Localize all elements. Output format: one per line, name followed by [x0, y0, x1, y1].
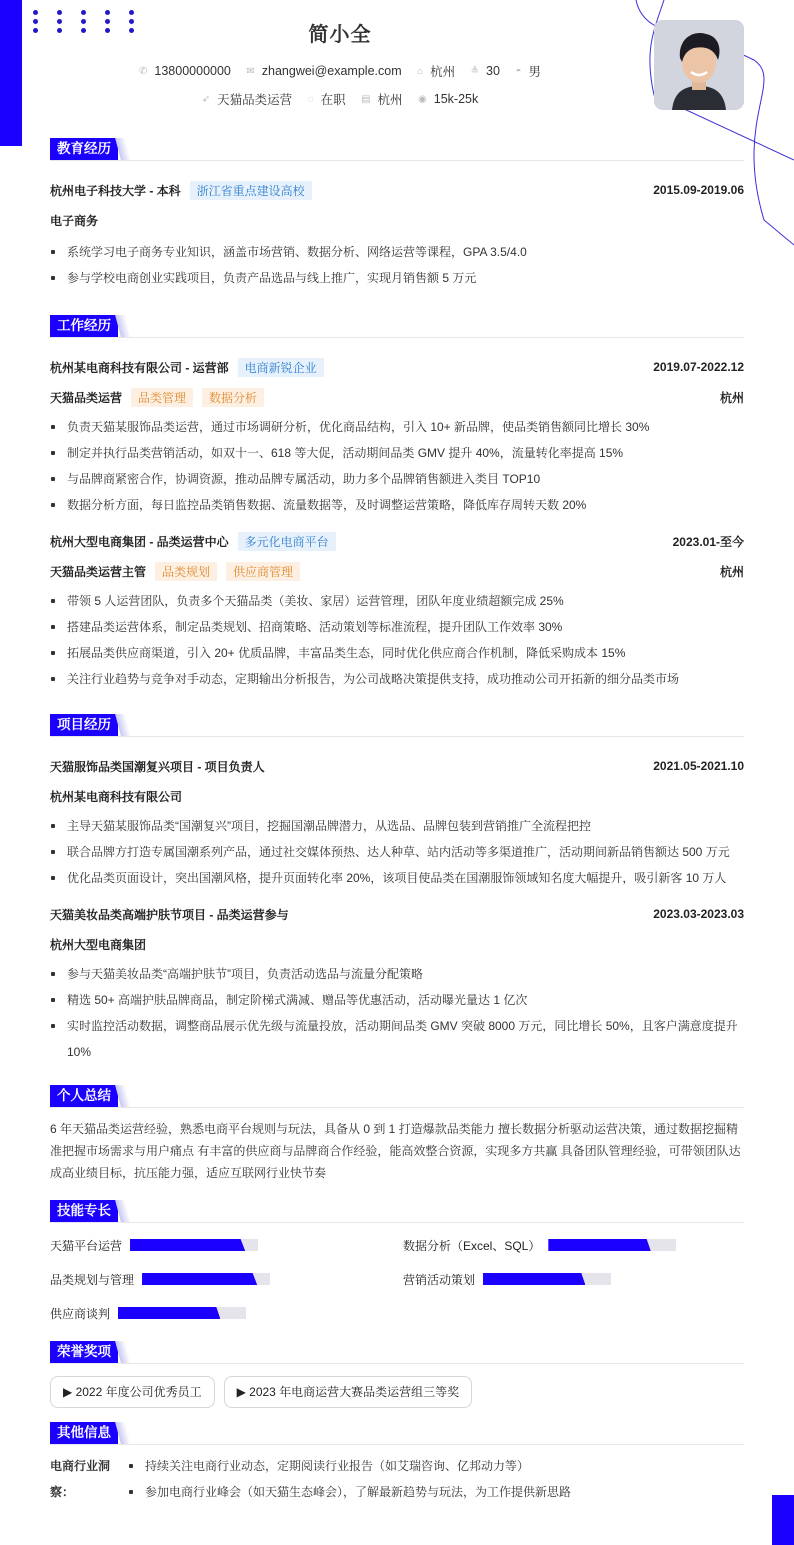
company-tag: 电商新锐企业 [238, 358, 324, 377]
phone-icon: ✆ [139, 65, 148, 77]
education-header [50, 175, 744, 205]
section-title: 荣誉奖项 [50, 1341, 118, 1363]
summary-text: 6 年天猫品类运营经验，熟悉电商平台规则与玩法，具备从 0 到 1 打造爆款品类能力 擅长数据分析驱动运营决策，通过数据挖掘精准把握市场需求与用户痛点 有丰富的供应商与品牌商合作经验，能高效整合资源，实现多方共赢 具备团队管理经验，可带领团队达成高业绩目标，抗压能力强，适应互联网行业快节奏 [50, 1122, 741, 1180]
candidate-name: 简小全 [308, 24, 372, 46]
job-city: 杭州 [719, 390, 744, 405]
status-icon: ◌ [307, 93, 314, 105]
section-other [50, 1422, 744, 1505]
project-org: 杭州大型电商集团 [50, 937, 147, 952]
project-name: 天猫服饰品类国潮复兴项目 - 项目负责人 [50, 759, 265, 774]
contact-info-row [0, 62, 680, 80]
company-name: 杭州大型电商集团 - 品类运营中心 [50, 534, 229, 549]
school-name: 杭州电子科技大学 - 本科 [50, 183, 181, 198]
mail-icon: ✉ [246, 65, 255, 77]
project-entry [50, 899, 744, 1065]
skill-tag: 品类管理 [131, 388, 193, 407]
award-badge: ▶ 2023 年电商运营大赛品类运营组三等奖 [224, 1376, 473, 1408]
list-item: 数据分析方面，每日监控品类销售数据、流量数据等，及时调整运营策略，降低库存周转天数 20% [50, 492, 744, 518]
job-intent-row [0, 90, 680, 108]
age-icon: ≜ [470, 65, 480, 77]
section-title: 工作经历 [50, 315, 118, 337]
list-item: 关注行业趋势与竞争对手动态，定期输出分析报告，为公司战略决策提供支持，成功推动公司开拓新的细分品类市场 [50, 666, 744, 692]
profile-photo [654, 20, 744, 110]
job-role: 天猫品类运营 [50, 390, 123, 405]
award-badge: ▶ 2022 年度公司优秀员工 [50, 1376, 215, 1408]
job-city: 杭州 [719, 564, 744, 579]
skill-tag: 数据分析 [202, 388, 264, 407]
home-icon: ⌂ [417, 65, 424, 77]
list-item: 实时监控活动数据，调整商品展示优先级与流量投放，活动期间品类 GMV 突破 8000 万元，同比增长 50%，且客户满意度提升 10% [50, 1013, 744, 1065]
section-projects [50, 714, 744, 1065]
contact-age: ≜ 30 [470, 64, 500, 78]
decorative-right-bar [772, 1495, 794, 1545]
salary-icon: ◉ [418, 93, 427, 105]
project-name: 天猫美妆品类高端护肤节项目 - 品类运营参与 [50, 907, 289, 922]
skill-tag: 供应商管理 [226, 562, 300, 581]
list-item: 负责天猫某服饰品类运营，通过市场调研分析，优化商品结构，引入 10+ 新品牌，使品类销售额同比增长 30% [50, 414, 744, 440]
skill-bar [118, 1307, 246, 1319]
gender-icon: ◓ [515, 65, 522, 77]
company-tag: 多元化电商平台 [238, 532, 336, 551]
section-title: 技能专长 [50, 1200, 118, 1222]
section-skills [50, 1200, 744, 1325]
list-item: 主导天猫某服饰品类“国潮复兴”项目，挖掘国潮品牌潜力，从选品、品牌包装到营销推广全流程把控 [50, 813, 744, 839]
intent-city: ▤ 杭州 [361, 93, 403, 107]
section-title: 其他信息 [50, 1422, 118, 1444]
job-role: 天猫品类运营主管 [50, 564, 147, 579]
job-entry [50, 352, 744, 518]
section-education [50, 138, 744, 291]
intent-status: ◌ 在职 [307, 93, 346, 107]
section-summary [50, 1085, 744, 1184]
company-name: 杭州某电商科技有限公司 - 运营部 [50, 360, 229, 375]
list-item: 精选 50+ 高端护肤品牌商品，制定阶梯式满减、赠品等优惠活动，活动曝光量达 1 亿次 [50, 987, 744, 1013]
skill-bar [142, 1273, 270, 1285]
skill-item: 数据分析（Excel、SQL） [403, 1233, 743, 1257]
intent-position: ➶ 天猫品类运营 [201, 93, 293, 107]
project-org: 杭州某电商科技有限公司 [50, 789, 183, 804]
resume-body [50, 138, 744, 1505]
skill-tag: 品类规划 [155, 562, 217, 581]
project-date: 2021.05-2021.10 [653, 759, 744, 773]
job-entry [50, 526, 744, 692]
skill-bar [130, 1239, 258, 1251]
contact-email: ✉ zhangwei@example.com [246, 64, 402, 78]
skill-item: 供应商谈判 [50, 1301, 403, 1325]
list-item: 持续关注电商行业动态，定期阅读行业报告（如艾瑞咨询、亿邦动力等） [128, 1453, 744, 1479]
send-icon: ➶ [201, 93, 211, 105]
building-icon: ▤ [361, 93, 371, 105]
other-label: 电商行业洞察： [50, 1459, 111, 1499]
major: 电子商务 [50, 213, 99, 228]
section-title: 项目经历 [50, 714, 118, 736]
section-awards [50, 1341, 744, 1408]
job-date: 2019.07-2022.12 [653, 360, 744, 374]
contact-location: ⌂ 杭州 [417, 65, 456, 79]
education-date: 2015.09-2019.06 [653, 183, 744, 197]
skill-item: 品类规划与管理 [50, 1267, 403, 1291]
section-title: 个人总结 [50, 1085, 118, 1107]
list-item: 联合品牌方打造专属国潮系列产品，通过社交媒体预热、达人种草、站内活动等多渠道推广，活动期间新品销售额达 500 万元 [50, 839, 744, 865]
list-item: 搭建品类运营体系，制定品类规划、招商策略、活动策划等标准流程，提升团队工作效率 30% [50, 614, 744, 640]
intent-salary: ◉ 15k-25k [418, 92, 479, 106]
skill-item: 营销活动策划 [403, 1267, 743, 1291]
project-date: 2023.03-2023.03 [653, 907, 744, 921]
list-item: 优化品类页面设计，突出国潮风格，提升页面转化率 20%，该项目使品类在国潮服饰领域知名度大幅提升，吸引新客 10 万人 [50, 865, 744, 891]
job-date: 2023.01-至今 [672, 534, 744, 549]
skill-item: 天猫平台运营 [50, 1233, 403, 1257]
list-item: 参与学校电商创业实践项目，负责产品选品与线上推广，实现月销售额 5 万元 [50, 265, 744, 291]
list-item: 参与天猫美妆品类“高端护肤节”项目，负责活动选品与流量分配策略 [50, 961, 744, 987]
list-item: 拓展品类供应商渠道，引入 20+ 优质品牌，丰富品类生态，同时优化供应商合作机制，降低采购成本 15% [50, 640, 744, 666]
project-entry [50, 751, 744, 891]
list-item: 带领 5 人运营团队，负责多个天猫品类（美妆、家居）运营管理，团队年度业绩超额完成 25% [50, 588, 744, 614]
list-item: 系统学习电子商务专业知识，涵盖市场营销、数据分析、网络运营等课程，GPA 3.5/4.0 [50, 239, 744, 265]
list-item: 参加电商行业峰会（如天猫生态峰会），了解最新趋势与玩法，为工作提供新思路 [128, 1479, 744, 1505]
section-work [50, 315, 744, 692]
contact-phone: ✆ 13800000000 [139, 64, 231, 78]
education-bullets [50, 239, 744, 291]
skill-bar [548, 1239, 676, 1251]
school-tag: 浙江省重点建设高校 [190, 181, 312, 200]
skill-bar [483, 1273, 611, 1285]
list-item: 与品牌商紧密合作，协调资源，推动品牌专属活动，助力多个品牌销售额进入类目 TOP10 [50, 466, 744, 492]
section-title: 教育经历 [50, 138, 118, 160]
contact-gender: ◓ 男 [515, 65, 541, 79]
list-item: 制定并执行品类营销活动，如双十一、618 等大促，活动期间品类 GMV 提升 40%，流量转化率提高 15% [50, 440, 744, 466]
